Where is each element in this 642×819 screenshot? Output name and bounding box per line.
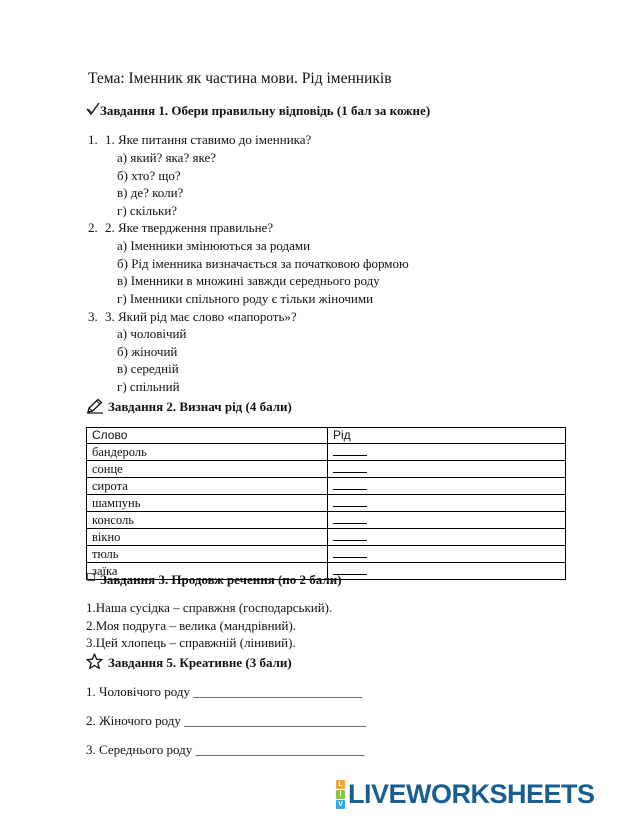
question-1-option-c[interactable]: в) де? коли?	[117, 185, 184, 200]
table-header-row	[87, 428, 566, 444]
logo-squares	[336, 780, 345, 809]
gender-answer-cell[interactable]	[328, 529, 566, 546]
gender-answer-cell[interactable]	[328, 563, 566, 580]
sentence-2: 2.Моя подруга – велика (мандрівний).	[86, 618, 297, 633]
page-title: Тема: Іменник як частина мови. Рід іменників	[88, 70, 392, 87]
question-3-text: 3. Який рід має слово «папороть»?	[105, 309, 297, 324]
table-row	[87, 495, 566, 512]
word-cell: заїка	[87, 563, 328, 580]
gender-answer-cell[interactable]	[328, 546, 566, 563]
answer-blank[interactable]	[333, 444, 367, 456]
logo-text: LIVEWORKSHEETS	[348, 778, 595, 809]
gender-answer-cell[interactable]	[328, 444, 566, 461]
logo-square-v: V	[336, 800, 345, 809]
question-2-number: 2.	[88, 220, 98, 235]
column-header-word: Слово	[87, 428, 328, 444]
answer-blank[interactable]	[333, 461, 367, 473]
question-2-option-a[interactable]: а) Іменники змінюються за родами	[117, 238, 311, 253]
question-3-option-c[interactable]: в) середній	[117, 361, 179, 376]
word-cell: шампунь	[87, 495, 328, 512]
answer-blank[interactable]	[333, 495, 367, 507]
pencil-icon	[86, 398, 104, 414]
gender-answer-cell[interactable]	[328, 461, 566, 478]
question-2-option-b[interactable]: б) Рід іменника визначається за початковою формою	[117, 256, 409, 271]
gender-table	[86, 427, 566, 580]
checkmark-icon	[86, 102, 100, 116]
star-icon	[86, 653, 103, 670]
word-cell: бандероль	[87, 444, 328, 461]
sentence-1: 1.Наша сусідка – справжня (господарський).	[86, 600, 333, 615]
sentence-3: 3.Цей хлопець – справжній (лінивий).	[86, 635, 296, 650]
table-row	[87, 512, 566, 529]
question-2-option-c[interactable]: в) Іменники в множині завжди середнього роду	[117, 273, 380, 288]
word-cell: сонце	[87, 461, 328, 478]
question-1-number: 1.	[88, 132, 98, 147]
word-cell: консоль	[87, 512, 328, 529]
creative-line-1[interactable]: 1. Чоловічого роду __________________________	[86, 684, 363, 699]
task2-heading: Завдання 2. Визнач рід (4 бали)	[108, 399, 292, 414]
question-3-option-d[interactable]: г) спільний	[117, 379, 180, 394]
logo-square-i: I	[336, 790, 345, 799]
question-1-option-d[interactable]: г) скільки?	[117, 203, 178, 218]
creative-line-3[interactable]: 3. Середнього роду __________________________	[86, 742, 365, 757]
question-3-option-b[interactable]: б) жіночий	[117, 344, 178, 359]
answer-blank[interactable]	[333, 478, 367, 490]
table-row	[87, 444, 566, 461]
question-3-option-a[interactable]: а) чоловічий	[117, 326, 187, 341]
gender-answer-cell[interactable]	[328, 495, 566, 512]
question-1-option-a[interactable]: а) який? яка? яке?	[117, 150, 216, 165]
question-3-number: 3.	[88, 309, 98, 324]
question-1-text: 1. Яке питання ставимо до іменника?	[105, 132, 312, 147]
question-2-text: 2. Яке твердження правильне?	[105, 220, 274, 235]
answer-blank[interactable]	[333, 546, 367, 558]
answer-blank[interactable]	[333, 529, 367, 541]
gender-answer-cell[interactable]	[328, 478, 566, 495]
column-header-gender: Рід	[328, 428, 566, 444]
liveworksheets-logo	[336, 779, 595, 809]
word-cell: сирота	[87, 478, 328, 495]
question-2-option-d[interactable]: г) Іменники спільного роду є тільки жіночими	[117, 291, 374, 306]
table-row	[87, 529, 566, 546]
logo-square-l: L	[336, 780, 345, 789]
answer-blank[interactable]	[333, 512, 367, 524]
table-row	[87, 478, 566, 495]
table-row	[87, 546, 566, 563]
gender-answer-cell[interactable]	[328, 512, 566, 529]
question-1-option-b[interactable]: б) хто? що?	[117, 168, 181, 183]
creative-line-2[interactable]: 2. Жіночого роду ____________________________	[86, 713, 367, 728]
word-cell: вікно	[87, 529, 328, 546]
table-row	[87, 461, 566, 478]
word-cell: тюль	[87, 546, 328, 563]
task5-heading: Завдання 5. Креативне (3 бали)	[108, 655, 292, 670]
task3-heading: Завдання 3. Продовж речення (по 2 бали)	[100, 572, 342, 587]
checkbox-icon	[87, 573, 95, 581]
task1-heading: Завдання 1. Обери правильну відповідь (1 бал за кожне)	[100, 103, 431, 118]
